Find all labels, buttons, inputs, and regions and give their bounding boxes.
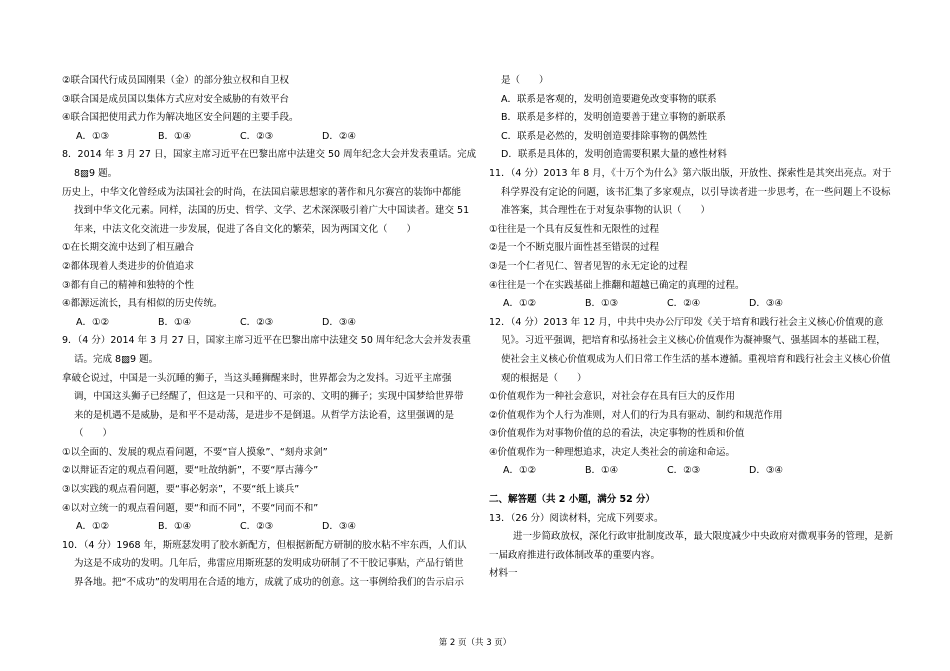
text-line: ①价值观作为一种社会意识，对社会存在具有巨大的反作用 [489, 391, 736, 403]
option: C．②③ [240, 521, 274, 533]
text-line: ②是一个不断克服片面性甚至错误的过程 [489, 242, 660, 254]
text-line: ④价值观作为一种理想追求，决定人类社会的前途和命运。 [489, 446, 736, 458]
text-line: 进一步简政放权，深化行政审批制度改革，最大限度减少中央政府对微观事务的管理，是新 [513, 531, 894, 543]
text-line: （ ） [74, 428, 113, 440]
text-line: 调，中国这头狮子已经醒了，但这是一只和平的、可亲的、文明的狮子；实现中国梦给世界带 [74, 391, 464, 403]
option-line: B．联系是多样的，发明创造要善于建立事物的新联系 [501, 112, 727, 124]
answer-options [62, 128, 462, 147]
option-line: C．联系是必然的，发明创造要排除事物的偶然性 [501, 130, 708, 142]
answer-options [489, 295, 889, 314]
text-line: 观的根据是（ ） [501, 372, 587, 384]
option: A．①② [503, 298, 537, 310]
text-line: ①往往是一个具有反复性和无限性的过程 [489, 223, 660, 235]
text-line: ②联合国代行成员国刚果（金）的部分独立权和自卫权 [62, 75, 290, 86]
right-column [489, 72, 894, 584]
option: A．①② [503, 465, 537, 477]
text-line: 界各地。把“不成功”的发明用在合适的地方，成就了成功的创意。这一事例给我们的告示启示 [74, 577, 464, 589]
text-line: ③联合国是成员国以集体方式应对安全威胁的有效平台 [62, 93, 290, 105]
text-line: 来的是机遇不是威胁，是和平不是动荡，是进步不是倒退。从哲学方法论看，这里强调的是 [74, 409, 455, 421]
text-line: 是（ ） [501, 75, 549, 86]
text-line: ④往往是一个在实践基础上推翻和超越已确定的真理的过程。 [489, 279, 745, 291]
text-line: 年来，中法文化交流进一步发展，促进了各自文化的繁荣，因为两国文化（ ） [74, 223, 417, 235]
left-column [62, 72, 477, 593]
option-line: A．联系是客观的，发明创造要避免改变事物的联系 [501, 93, 717, 105]
question-13-stem: 13．（26 分）阅读材料，完成下列要求。 [489, 512, 664, 524]
question-8-stem: 8．2014 年 3 月 27 日，国家主席习近平在巴黎出席中法建交 50 周年纪念大会并发表重话。完成 [62, 149, 477, 161]
text-line: ①在长期交流中达到了相互融合 [62, 242, 195, 254]
page-footer: 第 2 页（共 3 页） [438, 638, 512, 648]
option: C．②③ [240, 316, 274, 328]
question-11-stem: 11．（4 分）2013 年 8 月，《十万个为什么》第六版出版，开放性、探索性是其突出亮点。对于 [489, 167, 892, 179]
text-line: ③价值观作为对事物价值的总的看法，决定事物的性质和价值 [489, 428, 745, 440]
option: C．②④ [667, 298, 701, 310]
text-line: 科学界没有定论的问题，该书汇集了多家观点，以引导读者进一步思考，在一些问题上不设标 [501, 186, 891, 198]
text-line: ②都体现着人类进步的价值追求 [62, 260, 195, 272]
text-line: 见》。习近平强调，把培育和弘扬社会主义核心价值观作为凝神聚气、强基固本的基础工程， [501, 335, 886, 347]
text-line: 准答案，其合理性在于对复杂事物的认识（ ） [501, 205, 711, 217]
option: D．③④ [322, 316, 356, 328]
text-line: ③都有自己的精神和独特的个性 [62, 279, 195, 291]
option: A．①③ [76, 130, 110, 142]
answer-options [62, 314, 462, 333]
text-line: ④联合国把使用武力作为解决地区安全问题的主要手段。 [62, 112, 299, 124]
option: C．②③ [240, 130, 274, 142]
question-12-stem: 12．（4 分）2013 年 12 月，中共中央办公厅印发《关于培育和践行社会主义核心价值观的意 [489, 316, 884, 328]
option: D．②④ [322, 130, 356, 142]
text-line: 找到中华文化元素。同样，法国的历史、哲学、文学、艺术深深吸引着广大中国读者。建交 51 [74, 205, 470, 217]
question-9-stem: 9．（4 分）2014 年 3 月 27 日，国家主席习近平在巴黎出席中法建交 50 周年纪念大会并发表重 [62, 335, 471, 347]
option: B．①④ [585, 465, 619, 477]
section-heading: 二、解答题（共 2 小题，满分 52 分） [489, 494, 656, 506]
text-line: ②价值观作为个人行为准则，对人们的行为具有驱动、制约和规范作用 [489, 409, 783, 421]
text-line: 历史上，中华文化曾经成为法国社会的时尚，在法国启蒙思想家的著作和凡尔赛宫的装饰中都能 [62, 186, 462, 198]
text-line: 一届政府推进行政体制改革的重要内容。 [489, 549, 661, 561]
text-line: 使社会主义核心价值观成为人们日常工作生活的基本遵循。重视培育和践行社会主义核心价值 [501, 353, 891, 365]
option: D．③④ [749, 298, 783, 310]
text-line: ④都源远流长，具有相似的历史传统。 [62, 298, 223, 310]
option-line: D．联系是具体的，发明创造需要积累大量的感性材料 [501, 149, 727, 161]
option: B．①④ [158, 130, 192, 142]
answer-options [489, 462, 889, 481]
material-label: 材料一 [489, 568, 518, 580]
text-line: ③是一个仁者见仁、智者见智的永无定论的过程 [489, 260, 688, 272]
option: B．①④ [158, 521, 192, 533]
answer-options [62, 518, 462, 537]
option: D．③④ [322, 521, 356, 533]
text-line: ④以对立统一的观点看问题，要“和而不同”，不要“同而不和” [62, 502, 319, 514]
text-line: 话。完成 8▨9 题。 [74, 353, 159, 365]
text-line: 拿破仑说过，中国是一头沉睡的狮子，当这头睡狮醒来时，世界都会为之发抖。习近平主席强 [62, 372, 452, 384]
option: B．①④ [158, 316, 192, 328]
text-line: ②以辩证否定的观点看问题，要“吐故纳新”，不要“厚古薄今” [62, 465, 319, 477]
option: B．①③ [585, 298, 619, 310]
text-line: 8▨9 题。 [74, 167, 118, 179]
text-line: 为这是不成功的发明。几年后，弗雷应用斯班瑟的发明成功研制了不干胶记事贴，产品行销世 [74, 558, 464, 570]
option: A．①② [76, 521, 110, 533]
text-line: ③以实践的观点看问题，要“事必躬亲”，不要“纸上谈兵” [62, 484, 300, 496]
question-10-stem: 10．（4 分）1968 年，斯班瑟发明了胶水新配方，但根据新配方研制的胶水粘不牢东西，人们认 [62, 539, 467, 551]
text-line: ①以全面的、发展的观点看问题，不要“盲人摸象”、“刻舟求剑” [62, 446, 328, 458]
option: A．①② [76, 316, 110, 328]
option: D．③④ [749, 465, 783, 477]
option: C．②③ [667, 465, 701, 477]
